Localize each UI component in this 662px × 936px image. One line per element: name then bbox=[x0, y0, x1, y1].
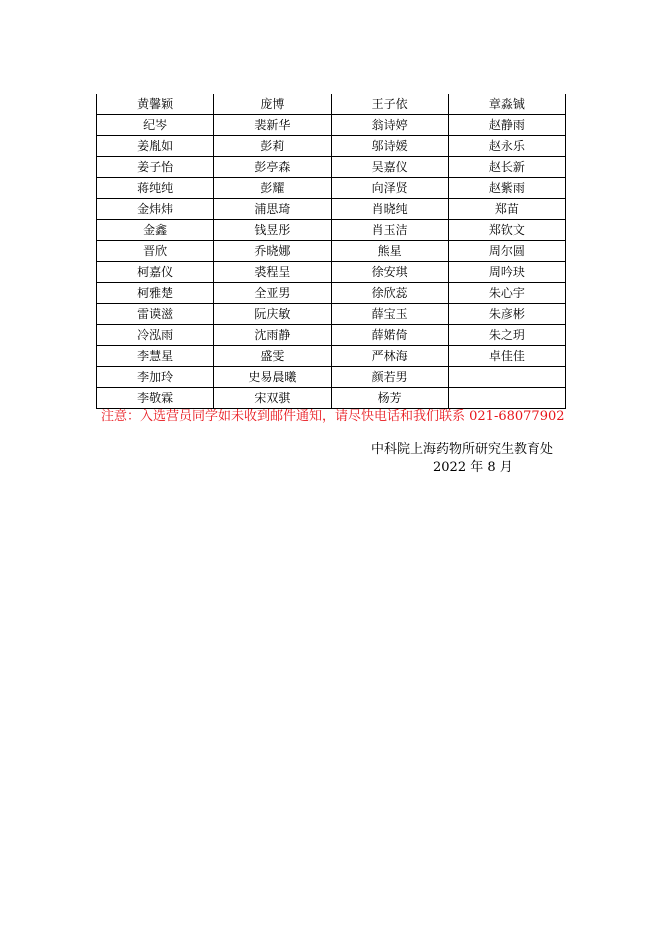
name-cell: 姜胤如 bbox=[97, 136, 214, 157]
table-row bbox=[97, 262, 566, 283]
table-row bbox=[97, 94, 566, 115]
name-cell: 蒋纯纯 bbox=[97, 178, 214, 199]
table-row bbox=[97, 325, 566, 346]
name-cell: 乔晓娜 bbox=[214, 241, 331, 262]
name-cell: 浦思琦 bbox=[214, 199, 331, 220]
table-row bbox=[97, 283, 566, 304]
table-row bbox=[97, 220, 566, 241]
name-cell: 郑钦文 bbox=[448, 220, 565, 241]
name-cell: 肖玉洁 bbox=[331, 220, 448, 241]
table-row bbox=[97, 367, 566, 388]
name-cell: 冷泓雨 bbox=[97, 325, 214, 346]
name-cell: 赵紫雨 bbox=[448, 178, 565, 199]
name-cell: 周吟玦 bbox=[448, 262, 565, 283]
name-cell: 庞博 bbox=[214, 94, 331, 115]
name-cell: 李加玲 bbox=[97, 367, 214, 388]
name-cell: 向泽贤 bbox=[331, 178, 448, 199]
name-cell: 朱彦彬 bbox=[448, 304, 565, 325]
name-cell: 黄馨颖 bbox=[97, 94, 214, 115]
name-cell: 周尔圆 bbox=[448, 241, 565, 262]
name-cell: 朱心宇 bbox=[448, 283, 565, 304]
name-cell: 郑苗 bbox=[448, 199, 565, 220]
name-cell: 王子依 bbox=[331, 94, 448, 115]
name-cell: 裘程呈 bbox=[214, 262, 331, 283]
table-row bbox=[97, 199, 566, 220]
table-row bbox=[97, 388, 566, 409]
name-cell: 彭莉 bbox=[214, 136, 331, 157]
name-cell: 彭耀 bbox=[214, 178, 331, 199]
name-cell bbox=[448, 388, 565, 409]
name-cell: 李慧星 bbox=[97, 346, 214, 367]
issue-date: 2022 年 8 月 bbox=[433, 460, 513, 475]
name-cell bbox=[448, 367, 565, 388]
name-cell: 杨芳 bbox=[331, 388, 448, 409]
name-cell: 邬诗媛 bbox=[331, 136, 448, 157]
table-row bbox=[97, 178, 566, 199]
table-row bbox=[97, 157, 566, 178]
name-cell: 赵长新 bbox=[448, 157, 565, 178]
name-cell: 章淼铖 bbox=[448, 94, 565, 115]
name-cell: 朱之玥 bbox=[448, 325, 565, 346]
name-cell: 宋双骐 bbox=[214, 388, 331, 409]
name-cell: 金鑫 bbox=[97, 220, 214, 241]
name-cell: 赵永乐 bbox=[448, 136, 565, 157]
name-list-body bbox=[97, 94, 566, 409]
name-cell: 全亚男 bbox=[214, 283, 331, 304]
table-row bbox=[97, 136, 566, 157]
name-cell: 徐安琪 bbox=[331, 262, 448, 283]
name-cell: 史易晨曦 bbox=[214, 367, 331, 388]
name-cell: 徐欣蕊 bbox=[331, 283, 448, 304]
name-cell: 柯嘉仪 bbox=[97, 262, 214, 283]
name-cell: 卓佳佳 bbox=[448, 346, 565, 367]
name-cell: 钱昱彤 bbox=[214, 220, 331, 241]
name-cell: 严林海 bbox=[331, 346, 448, 367]
name-cell: 熊星 bbox=[331, 241, 448, 262]
name-cell: 柯雅楚 bbox=[97, 283, 214, 304]
table-row bbox=[97, 346, 566, 367]
name-cell: 赵静雨 bbox=[448, 115, 565, 136]
name-cell: 李敬霖 bbox=[97, 388, 214, 409]
name-cell: 颜若男 bbox=[331, 367, 448, 388]
name-cell: 盛雯 bbox=[214, 346, 331, 367]
name-cell: 薛婼倚 bbox=[331, 325, 448, 346]
name-cell: 纪岑 bbox=[97, 115, 214, 136]
table-row bbox=[97, 241, 566, 262]
name-cell: 彭亭森 bbox=[214, 157, 331, 178]
name-cell: 肖晓纯 bbox=[331, 199, 448, 220]
name-cell: 裴新华 bbox=[214, 115, 331, 136]
name-cell: 晋欣 bbox=[97, 241, 214, 262]
name-list-table bbox=[96, 94, 566, 409]
table-row bbox=[97, 115, 566, 136]
name-cell: 姜子怡 bbox=[97, 157, 214, 178]
name-cell: 雷谟滋 bbox=[97, 304, 214, 325]
name-cell: 薛宝玉 bbox=[331, 304, 448, 325]
name-cell: 吴嘉仪 bbox=[331, 157, 448, 178]
name-cell: 阮庆敏 bbox=[214, 304, 331, 325]
name-cell: 沈雨静 bbox=[214, 325, 331, 346]
contact-note: 注意：入选营员同学如未收到邮件通知，请尽快电话和我们联系 021-68077902 bbox=[101, 409, 565, 424]
name-cell: 金炜炜 bbox=[97, 199, 214, 220]
issuing-organization: 中科院上海药物所研究生教育处 bbox=[370, 442, 553, 457]
name-cell: 翁诗婷 bbox=[331, 115, 448, 136]
table-row bbox=[97, 304, 566, 325]
